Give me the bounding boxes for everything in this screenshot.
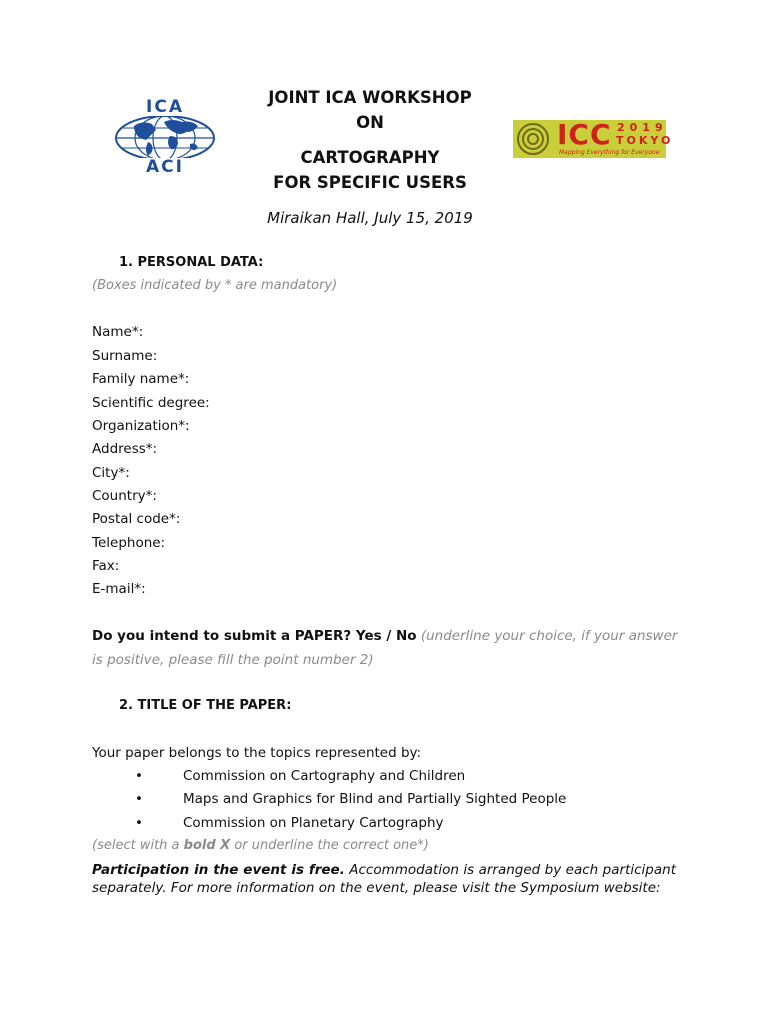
field-label-fax: Fax: [92, 558, 120, 574]
bullet-icon: • [135, 768, 143, 784]
title-line-3: CARTOGRAPHY [300, 148, 440, 167]
topic-label: Commission on Planetary Cartography [183, 815, 444, 831]
select-note-part: or underline the correct one*) [230, 838, 429, 853]
participation-bold: Participation in the event is free. [92, 862, 345, 878]
field-label-surname: Surname: [92, 348, 158, 364]
field-label-email: E-mail*: [92, 581, 146, 597]
field-label-country: Country*: [92, 488, 157, 504]
bullet-icon: • [135, 815, 143, 831]
ica-logo-top-text: ICA [140, 98, 190, 116]
icc-logo-tagline: Mapping Everything for Everyone [559, 149, 660, 156]
field-label-family-name: Family name*: [92, 371, 190, 387]
participation-paragraph [92, 861, 676, 897]
icc-logo-text: ICC [557, 118, 612, 151]
title-line-2: ON [356, 113, 384, 132]
rose-icon [513, 120, 553, 158]
topic-item [135, 791, 566, 807]
topic-item [135, 768, 465, 784]
field-label-postal-code: Postal code*: [92, 511, 181, 527]
topic-label: Maps and Graphics for Blind and Partially Sighted People [183, 791, 567, 807]
field-label-city: City*: [92, 465, 130, 481]
paper-question-note: (underline your choice, if your answer is positive, please fill the point number 2) [92, 628, 678, 668]
participation-rest: Accommodation is arranged by each participant separately. For more information on the event, please visit the Symposium website: [92, 862, 676, 896]
ica-logo [112, 97, 218, 177]
field-label-organization: Organization*: [92, 418, 190, 434]
section-personal-data-heading: 1. PERSONAL DATA: [119, 255, 264, 270]
topic-item [135, 815, 444, 831]
field-label-address: Address*: [92, 441, 158, 457]
paper-question [92, 624, 682, 672]
select-note-part: (select with a [92, 838, 184, 853]
bullet-icon: • [135, 791, 143, 807]
section-title-of-paper-heading: 2. TITLE OF THE PAPER: [119, 698, 292, 713]
field-label-telephone: Telephone: [92, 535, 166, 551]
field-label-scientific-degree: Scientific degree: [92, 395, 210, 411]
select-note [92, 838, 429, 853]
icc-logo [513, 118, 674, 158]
icc-logo-year: 2019 [617, 121, 668, 134]
title-line-1: JOINT ICA WORKSHOP [268, 88, 472, 107]
field-label-name: Name*: [92, 324, 144, 340]
icc-logo-city: TOKYO [616, 134, 674, 147]
title-line-4: FOR SPECIFIC USERS [273, 173, 467, 192]
select-note-bold-x: bold X [183, 838, 231, 853]
topic-label: Commission on Cartography and Children [183, 768, 466, 784]
paper-question-text: Do you intend to submit a PAPER? Yes / No [92, 628, 417, 644]
ica-logo-bottom-text: ACI [140, 158, 190, 176]
mandatory-note: (Boxes indicated by * are mandatory) [92, 278, 338, 293]
event-subtitle: Miraikan Hall, July 15, 2019 [267, 209, 473, 227]
topics-intro: Your paper belongs to the topics represented by: [92, 745, 422, 761]
